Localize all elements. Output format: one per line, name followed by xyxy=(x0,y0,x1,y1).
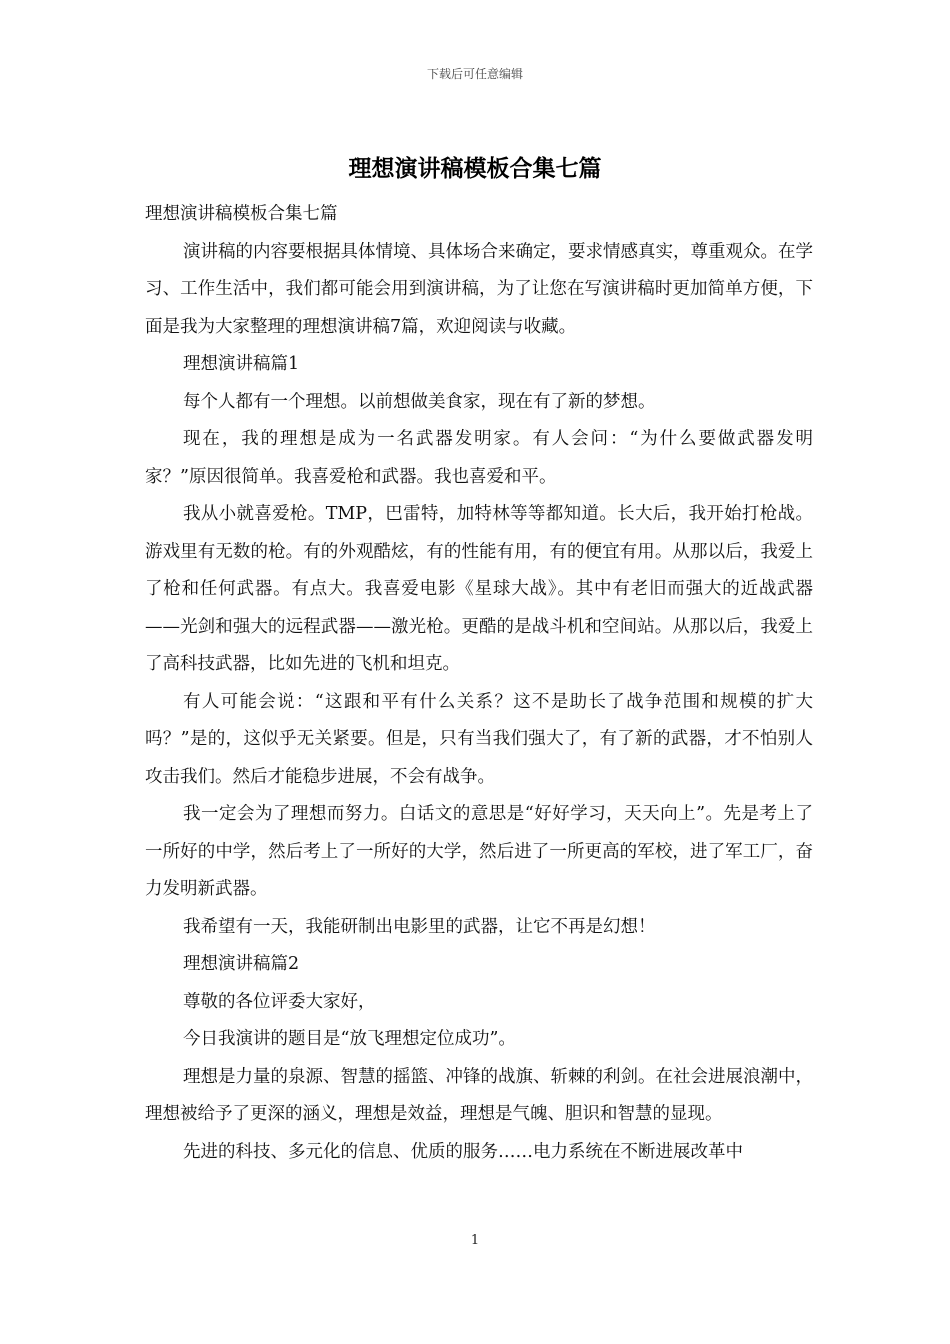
paragraph-intro: 演讲稿的内容要根据具体情境、具体场合来确定，要求情感真实，尊重观众。在学习、工作生活中，我们都可能会用到演讲稿，为了让您在写演讲稿时更加简单方便，下面是我为大家整理的理想演讲稿7篇，欢迎阅读与收藏。 xyxy=(145,241,813,337)
paragraph: 先进的科技、多元化的信息、优质的服务……电力系统在不断进展改革中 xyxy=(183,1141,743,1162)
paragraph: 现在，我的理想是成为一名武器发明家。有人会问：“为什么要做武器发明家？”原因很简单。我喜爱枪和武器。我也喜爱和平。 xyxy=(145,429,813,487)
paragraph: 有人可能会说：“这跟和平有什么关系？这不是助长了战争范围和规模的扩大吗？”是的，这似乎无关紧要。但是，只有当我们强大了，有了新的武器，才不怕别人攻击我们。然后才能稳步进展，不会有战争。 xyxy=(145,691,813,787)
paragraph: 我从小就喜爱枪。TMP，巴雷特，加特林等等都知道。长大后，我开始打枪战。游戏里有无数的枪。有的外观酷炫，有的性能有用，有的便宜有用。从那以后，我爱上了枪和任何武器。有点大。我喜爱电影《星球大战》。其中有老旧而强大的近战武器——光剑和强大的远程武器——激光枪。更酷的是战斗机和空间站。从那以后，我爱上了高科技武器，比如先进的飞机和坦克。 xyxy=(145,504,813,674)
paragraph: 我希望有一天，我能研制出电影里的武器，让它不再是幻想！ xyxy=(183,916,656,937)
paragraph: 我一定会为了理想而努力。白话文的意思是“好好学习，天天向上”。先是考上了一所好的中学，然后考上了一所好的大学，然后进了一所更高的军校，进了军工厂，奋力发明新武器。 xyxy=(145,804,813,899)
paragraph: 理想是力量的泉源、智慧的摇篮、冲锋的战旗、斩棘的利剑。在社会进展浪潮中，理想被给予了更深的涵义，理想是效益，理想是气魄、胆识和智慧的显现。 xyxy=(145,1066,813,1124)
paragraph-salutation: 尊敬的各位评委大家好， xyxy=(183,991,376,1012)
paragraph: 今日我演讲的题目是“放飞理想定位成功”。 xyxy=(183,1029,516,1049)
page-header-note: 下载后可任意编辑 xyxy=(426,67,523,81)
section-heading-1: 理想演讲稿篇1 xyxy=(183,354,300,374)
document-title: 理想演讲稿模板合集七篇 xyxy=(348,155,602,182)
section-heading-2: 理想演讲稿篇2 xyxy=(183,954,300,974)
document-body xyxy=(145,196,813,1171)
paragraph: 每个人都有一个理想。以前想做美食家，现在有了新的梦想。 xyxy=(183,391,656,412)
body-subtitle: 理想演讲稿模板合集七篇 xyxy=(145,204,338,224)
page-number: 1 xyxy=(470,1233,480,1248)
